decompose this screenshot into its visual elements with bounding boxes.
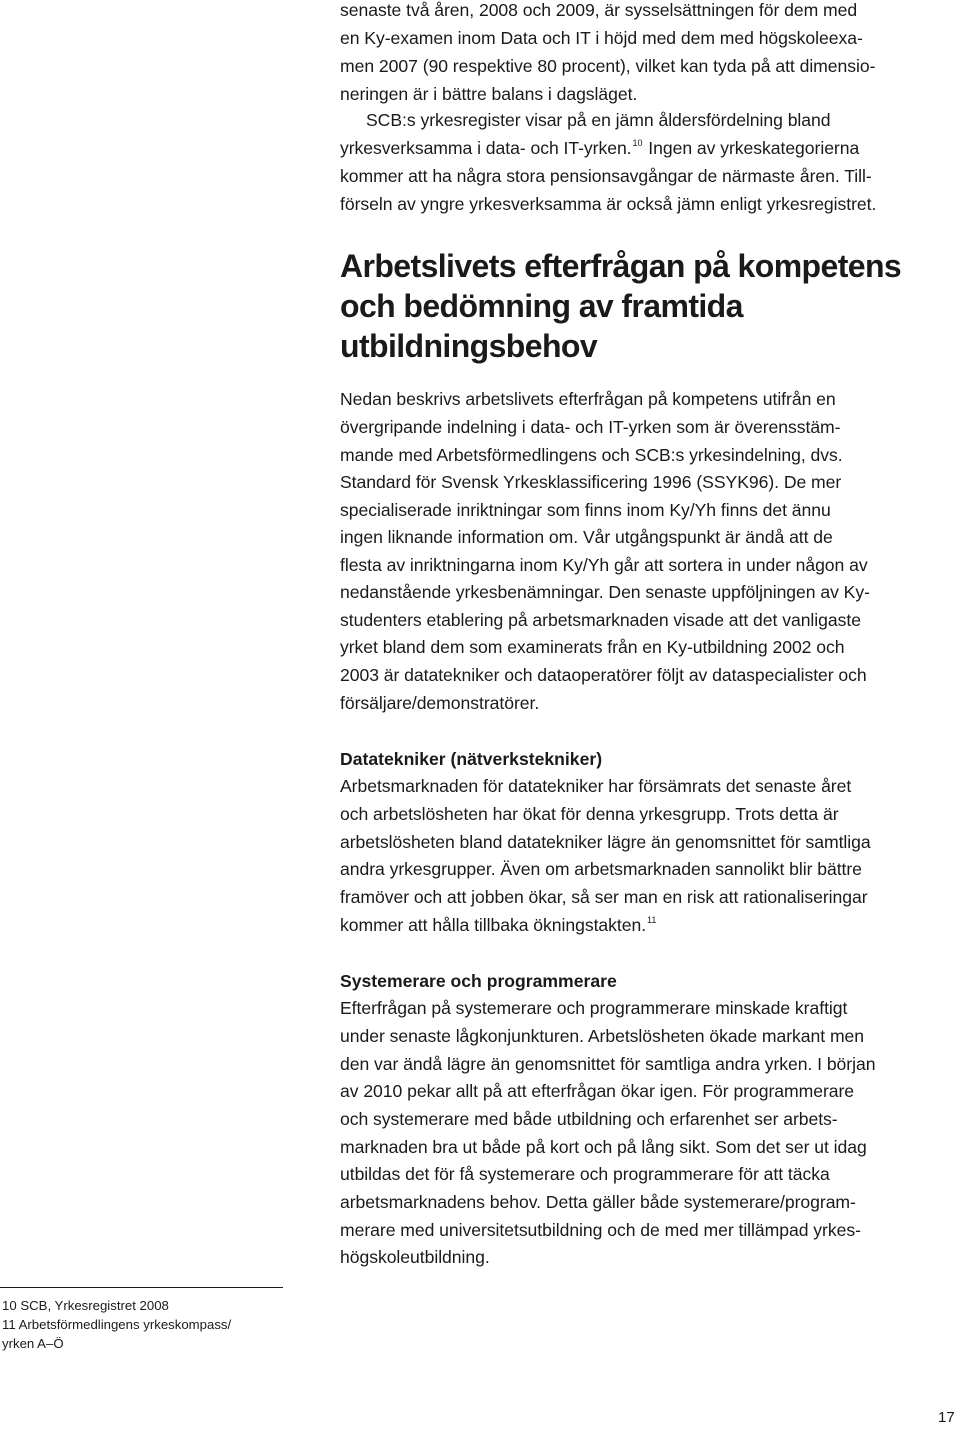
footnote-11: 11 Arbetsförmedlingens yrkeskompass/ bbox=[2, 1317, 232, 1332]
section-line-10: yrket bland dem som examinerats från en Ky-utbildning 2002 och bbox=[340, 637, 845, 657]
section-line-4: Standard för Svensk Yrkesklassificering 1996 (SSYK96). De mer bbox=[340, 472, 842, 492]
intro-line-8: förseln av yngre yrkesverksamma är också jämn enligt yrkesregistret. bbox=[340, 194, 877, 214]
section-line-12: försäljare/demonstratörer. bbox=[340, 693, 540, 713]
footnote-ref-11: 11 bbox=[647, 915, 657, 925]
section-line-11: 2003 är datatekniker och dataoperatörer följt av dataspecialister och bbox=[340, 665, 867, 685]
sub1-line-6 bbox=[340, 911, 657, 939]
intro-line-5: SCB:s yrkesregister visar på en jämn åldersfördelning bland bbox=[366, 110, 831, 130]
footnote-10: 10 SCB, Yrkesregistret 2008 bbox=[2, 1298, 169, 1313]
sub1-line-6-text: kommer att hålla tillbaka ökningstakten. bbox=[340, 915, 647, 935]
sub2-line-7: utbildas det för få systemerare och programmerare för att täcka bbox=[340, 1164, 830, 1184]
sub2-line-6: marknaden bra ut både på kort och på lång sikt. Som det ser ut idag bbox=[340, 1137, 867, 1157]
intro-line-1: senaste två åren, 2008 och 2009, är sysselsättningen för dem med bbox=[340, 0, 858, 20]
page-number: 17 bbox=[938, 1409, 955, 1426]
sub2-line-9: merare med universitetsutbildning och de med mer tillämpad yrkes- bbox=[340, 1220, 861, 1240]
sub2-line-3: den var ändå lägre än genomsnittet för samtliga andra yrken. I början bbox=[340, 1054, 876, 1074]
subheading-systemerare: Systemerare och programmerare bbox=[340, 971, 617, 991]
section-line-6: ingen liknande information om. Vår utgångspunkt är ändå att de bbox=[340, 527, 833, 547]
sub2-line-8: arbetsmarknadens behov. Detta gäller både systemerare/program- bbox=[340, 1192, 856, 1212]
sub2-line-1: Efterfrågan på systemerare och programmerare minskade kraftigt bbox=[340, 998, 848, 1018]
sub2-line-2: under senaste lågkonjunkturen. Arbetslösheten ökade markant men bbox=[340, 1026, 865, 1046]
footnote-ref-10: 10 bbox=[632, 138, 643, 148]
sub2-line-10: högskoleutbildning. bbox=[340, 1247, 490, 1267]
section-line-9: studenters etablering på arbetsmarknaden visade att det vanligaste bbox=[340, 610, 861, 630]
sub1-line-4: andra yrkesgrupper. Även om arbetsmarknaden sannolikt blir bättre bbox=[340, 859, 862, 879]
section-line-7: flesta av inriktningarna inom Ky/Yh går att sortera in under någon av bbox=[340, 555, 868, 575]
section-line-2: övergripande indelning i data- och IT-yrken som är överensstäm- bbox=[340, 417, 841, 437]
intro-line-7: kommer att ha några stora pensionsavgångar de närmaste åren. Till- bbox=[340, 166, 872, 186]
intro-line-2: en Ky-examen inom Data och IT i höjd med dem med högskoleexa- bbox=[340, 28, 863, 48]
sub2-line-5: och systemerare med både utbildning och erfarenhet ser arbets- bbox=[340, 1109, 838, 1129]
sub2-line-4: av 2010 pekar allt på att efterfrågan ökar igen. För programmerare bbox=[340, 1081, 855, 1101]
intro-line-6-text: yrkesverksamma i data- och IT-yrken. bbox=[340, 138, 632, 158]
section-heading-line-1: Arbetslivets efterfrågan på kompetens bbox=[340, 248, 902, 284]
section-line-1: Nedan beskrivs arbetslivets efterfrågan på kompetens utifrån en bbox=[340, 389, 836, 409]
sub1-line-1: Arbetsmarknaden för datatekniker har försämrats det senaste året bbox=[340, 776, 852, 796]
footnote-divider bbox=[0, 1287, 283, 1288]
section-line-3: mande med Arbetsförmedlingens och SCB:s yrkesindelning, dvs. bbox=[340, 445, 843, 465]
intro-line-4: neringen är i bättre balans i dagsläget. bbox=[340, 84, 638, 104]
intro-line-6 bbox=[340, 134, 859, 162]
intro-line-6-rest: Ingen av yrkeskategorierna bbox=[648, 138, 860, 158]
subheading-datatekniker: Datatekniker (nätverkstekniker) bbox=[340, 749, 603, 769]
section-heading-line-3: utbildningsbehov bbox=[340, 328, 598, 364]
intro-line-3: men 2007 (90 respektive 80 procent), vilket kan tyda på att dimensio- bbox=[340, 56, 876, 76]
section-line-8: nedanstående yrkesbenämningar. Den senaste uppföljningen av Ky- bbox=[340, 582, 870, 602]
sub1-line-3: arbetslösheten bland datatekniker lägre än genomsnittet för samtliga bbox=[340, 832, 871, 852]
sub1-line-5: framöver och att jobben ökar, så ser man en risk att rationaliseringar bbox=[340, 887, 868, 907]
section-heading-line-2: och bedömning av framtida bbox=[340, 288, 743, 324]
section-line-5: specialiserade inriktningar som finns inom Ky/Yh finns det ännu bbox=[340, 500, 831, 520]
sub1-line-2: och arbetslösheten har ökat för denna yrkesgrupp. Trots detta är bbox=[340, 804, 839, 824]
footnote-11-cont: yrken A–Ö bbox=[2, 1336, 64, 1351]
